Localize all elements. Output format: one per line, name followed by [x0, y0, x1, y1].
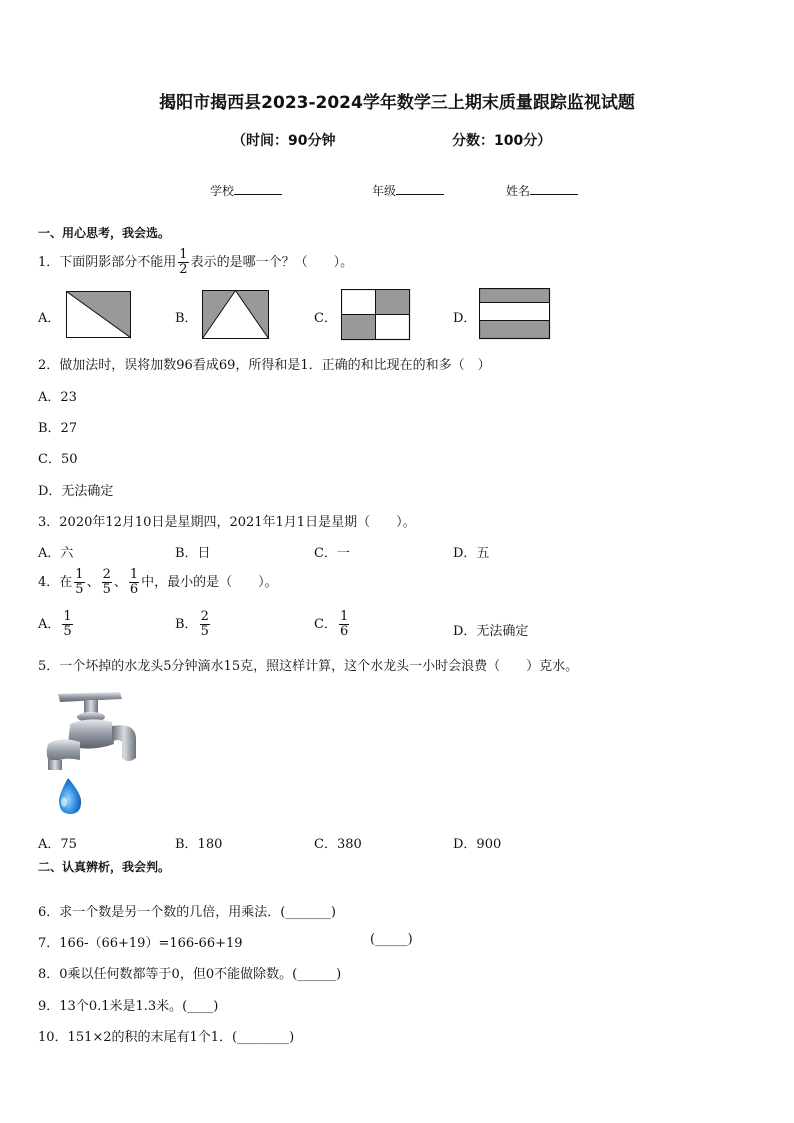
grade-label: 年级: [372, 184, 397, 198]
q1-label-a: A．: [38, 311, 61, 326]
grade-blank[interactable]: [396, 182, 444, 195]
q9-text[interactable]: 9．13个0.1米是1.3米。(____): [38, 999, 219, 1014]
q3-option-b[interactable]: B．日: [175, 546, 211, 561]
q4-frac-1: $\frac{1}{5}$: [75, 567, 84, 597]
q1-prefix: 1．下面阴影部分不能用: [38, 255, 177, 270]
grade-field: [372, 182, 444, 199]
school-label: 学校: [210, 184, 235, 198]
q3-option-c[interactable]: C．一: [314, 546, 350, 561]
section1-heading: 一、用心思考，我会选。: [38, 226, 171, 240]
q1-label-d: D．: [453, 311, 477, 326]
school-field: [210, 182, 282, 199]
name-field: [506, 182, 578, 199]
q4-frac-3: $\frac{1}{6}$: [129, 567, 139, 597]
q1-figure-a[interactable]: [66, 291, 132, 339]
name-blank[interactable]: [530, 182, 578, 195]
q8-text[interactable]: 8．0乘以任何数都等于0，但0不能做除数。(______): [38, 967, 342, 982]
q4-suffix: 中，最小的是（ ）。: [141, 575, 278, 590]
q2-option-d[interactable]: D．无法确定: [38, 484, 114, 499]
q5-text: 5．一个坏掉的水龙头5分钟滴水15克，照这样计算，这个水龙头一小时会浪费（ ）克水。: [38, 659, 579, 674]
q7-blank[interactable]: (_____): [370, 932, 413, 947]
q7-text: 7．166-（66+19）=166-66+19: [38, 936, 243, 951]
q4-option-b[interactable]: B． $\frac{2}{5}$: [175, 609, 209, 639]
q2-text: 2．做加法时，误将加数96看成69，所得和是1．正确的和比现在的和多（ ）: [38, 358, 491, 373]
q4-text: [38, 566, 278, 600]
q1-label-b: B．: [175, 311, 198, 326]
page-title: 揭阳市揭西县2023-2024学年数学三上期末质量跟踪监视试题: [159, 93, 635, 113]
q1-suffix: 表示的是哪一个？（ ）。: [190, 255, 354, 270]
q4-option-d[interactable]: D．无法确定: [453, 624, 529, 639]
section2-heading: 二、认真辨析，我会判。: [38, 860, 171, 874]
q6-text[interactable]: 6．求一个数是另一个数的几倍，用乘法．(_______): [38, 905, 336, 920]
q1-figure-d[interactable]: [479, 288, 551, 340]
q3-option-d[interactable]: D．五: [453, 546, 490, 561]
q1-figure-c[interactable]: [341, 289, 411, 341]
q5-option-b[interactable]: B．180: [175, 837, 223, 852]
q4-option-a[interactable]: A． $\frac{1}{5}$: [38, 609, 72, 639]
q2-option-a[interactable]: A．23: [38, 390, 77, 405]
q10-text[interactable]: 10．151×2的积的末尾有1个1．(________): [38, 1030, 295, 1045]
q1-fraction: $\frac{1}{2}$: [179, 247, 188, 277]
q3-option-a[interactable]: A．六: [38, 546, 74, 561]
q5-option-d[interactable]: D．900: [453, 837, 502, 852]
q2-option-c[interactable]: C．50: [38, 452, 78, 467]
q4-sep-1: 、: [86, 575, 100, 590]
q4-prefix: 4．在: [38, 575, 73, 590]
q1-label-c: C．: [314, 311, 337, 326]
q3-text: 3．2020年12月10日是星期四，2021年1月1日是星期（ ）。: [38, 515, 416, 530]
exam-time: （时间：90分钟: [232, 133, 336, 149]
q4-sep-2: 、: [113, 575, 127, 590]
school-blank[interactable]: [234, 182, 282, 195]
q4-frac-2: $\frac{2}{5}$: [102, 567, 111, 597]
q4-option-c[interactable]: C． $\frac{1}{6}$: [314, 609, 349, 639]
q1-figure-b[interactable]: [202, 290, 270, 340]
q5-option-a[interactable]: A．75: [38, 837, 77, 852]
name-label: 姓名: [506, 184, 531, 198]
faucet-image: [40, 686, 140, 821]
exam-score: 分数：100分）: [452, 133, 552, 149]
q1-text: [38, 246, 353, 280]
q5-option-c[interactable]: C．380: [314, 837, 362, 852]
q2-option-b[interactable]: B．27: [38, 421, 78, 436]
